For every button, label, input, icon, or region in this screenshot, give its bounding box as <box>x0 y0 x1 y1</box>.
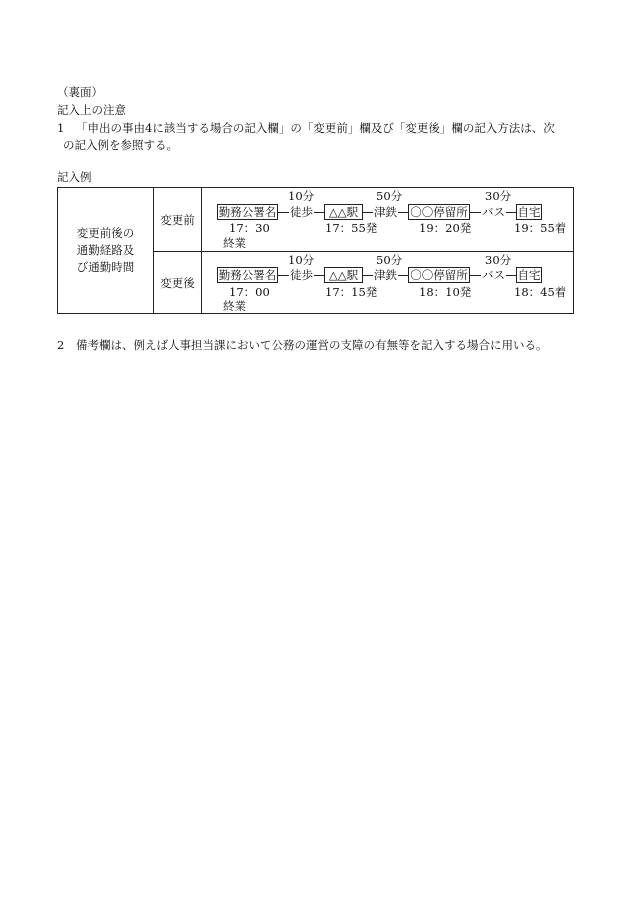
duration-label: 50分 <box>376 253 403 267</box>
note-1-text-line1: 「申出の事由4に該当する場合の記入欄」の「変更前」欄及び「変更後」欄の記入方法は、次 <box>76 121 555 135</box>
time-label: 17：00 <box>229 285 270 299</box>
stop-box: △△駅 <box>324 204 363 220</box>
time-label: 17：55発 <box>325 221 378 235</box>
note-1-text-line2: の記入例を参照する。 <box>63 138 178 152</box>
transport-mode: 津鉄 <box>374 205 397 219</box>
table-row-divider <box>153 251 573 252</box>
note-1-number: 1 <box>57 121 65 135</box>
time-label: 19：20発 <box>419 221 472 235</box>
transport-mode: バス <box>482 268 505 282</box>
row-label-before <box>154 188 201 251</box>
example-title: 記入例 <box>57 170 92 184</box>
main-label-line: 変更前後の <box>76 226 135 240</box>
note-2-text: 備考欄は、例えば人事担当課において公務の運営の支障の有無等を記入する場合に用いる。 <box>76 338 548 352</box>
stop-box: 勤務公署名 <box>218 268 277 282</box>
end-note: 終業 <box>223 236 246 250</box>
duration-label: 30分 <box>485 189 512 203</box>
time-label: 19：55着 <box>514 221 567 235</box>
transport-mode: 徒歩 <box>290 205 313 219</box>
row-label-after <box>154 252 201 314</box>
time-label: 18：10発 <box>419 285 472 299</box>
transport-mode: バス <box>482 205 505 219</box>
stop-box: △△駅 <box>324 267 363 283</box>
duration-label: 10分 <box>288 253 315 267</box>
duration-label: 30分 <box>485 253 512 267</box>
duration-label: 10分 <box>288 189 315 203</box>
end-note: 終業 <box>223 299 246 313</box>
transport-mode: 津鉄 <box>374 268 397 282</box>
duration-label: 50分 <box>376 189 403 203</box>
section-title: 記入上の注意 <box>57 103 126 117</box>
stop-box: 勤務公署名 <box>218 205 277 219</box>
main-label-cell <box>58 188 153 313</box>
main-label-line: 通勤経路及 <box>76 243 135 257</box>
row-label-before-text: 変更前 <box>160 212 195 227</box>
time-label: 17：15発 <box>325 285 378 299</box>
transport-mode: 徒歩 <box>290 268 313 282</box>
stop-box: 自宅 <box>517 205 541 219</box>
main-label-line: び通勤時間 <box>76 260 135 274</box>
time-label: 18：45着 <box>514 285 567 299</box>
stop-box: 〇〇停留所 <box>408 267 470 283</box>
side-label: （裏面） <box>57 85 103 99</box>
stop-box: 自宅 <box>517 268 541 282</box>
time-label: 17：30 <box>229 221 270 235</box>
stop-box: 〇〇停留所 <box>408 204 470 220</box>
note-2-number: 2 <box>57 338 65 352</box>
row-label-after-text: 変更後 <box>160 276 195 290</box>
